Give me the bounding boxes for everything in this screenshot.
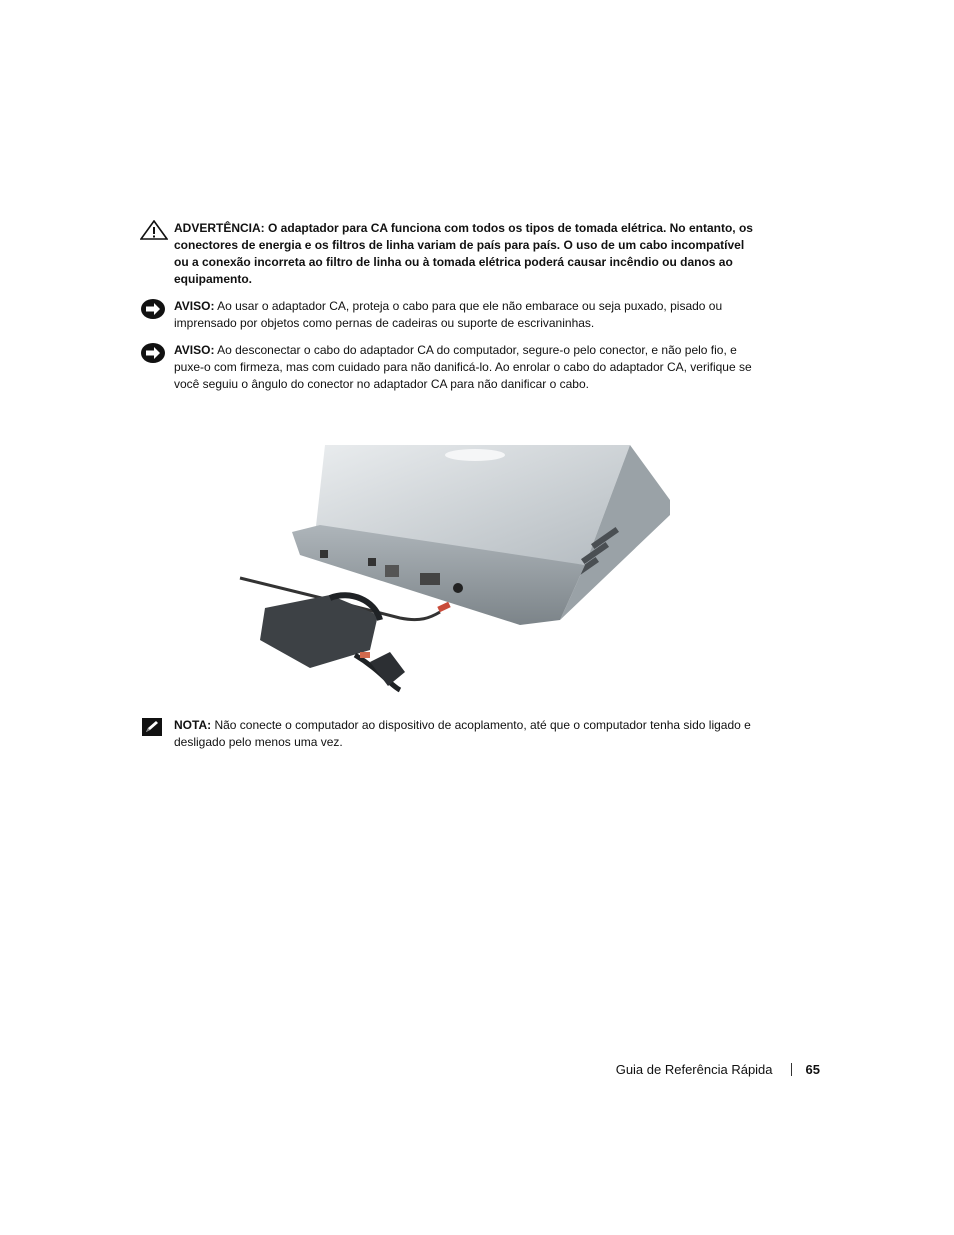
note-notice (140, 717, 760, 751)
caution-text: Ao desconectar o cabo do adaptador CA do computador, segure-o pelo conector, e não pelo fio, e puxe-o com firmeza, mas com cuidado para não danificá-lo. Ao enrolar o cabo do adaptador CA, verifique se você seguiu o ângulo do conector no adaptador CA para não danificar o cabo. (174, 343, 752, 391)
laptop-ac-adapter-illustration (230, 440, 680, 700)
note-pencil-icon (140, 717, 164, 742)
page-number: 65 (805, 1062, 820, 1077)
caution-notice-1 (140, 298, 760, 332)
warning-triangle-icon (140, 220, 168, 245)
caution-notice-2 (140, 342, 760, 393)
note-label: NOTA: (174, 718, 212, 732)
notice-arrow-icon (140, 298, 166, 325)
notice-arrow-icon (140, 342, 166, 369)
footer-divider (791, 1063, 792, 1076)
caution-text: Ao usar o adaptador CA, proteja o cabo para que ele não embarace ou seja puxado, pisado ou imprensado por objetos como pernas de cadeiras ou suporte de escrivaninhas. (174, 299, 723, 330)
note-text: Não conecte o computador ao dispositivo de acoplamento, até que o computador tenha sido ligado e desligado pelo menos uma vez. (174, 718, 751, 749)
caution-label: AVISO: (174, 299, 215, 313)
caution-label: AVISO: (174, 343, 215, 357)
warning-label: ADVERTÊNCIA: (174, 221, 265, 235)
footer-title: Guia de Referência Rápida (615, 1062, 773, 1077)
warning-notice (140, 220, 760, 288)
warning-text: O adaptador para CA funciona com todos os tipos de tomada elétrica. No entanto, os conectores de energia e os filtros de linha variam de país para país. O uso de um cabo incompatível ou a conexão incorreta ao filtro de linha ou à tomada elétrica poderá causar incêndio ou danos ao equipamento. (174, 221, 753, 286)
page-footer (560, 1062, 820, 1077)
